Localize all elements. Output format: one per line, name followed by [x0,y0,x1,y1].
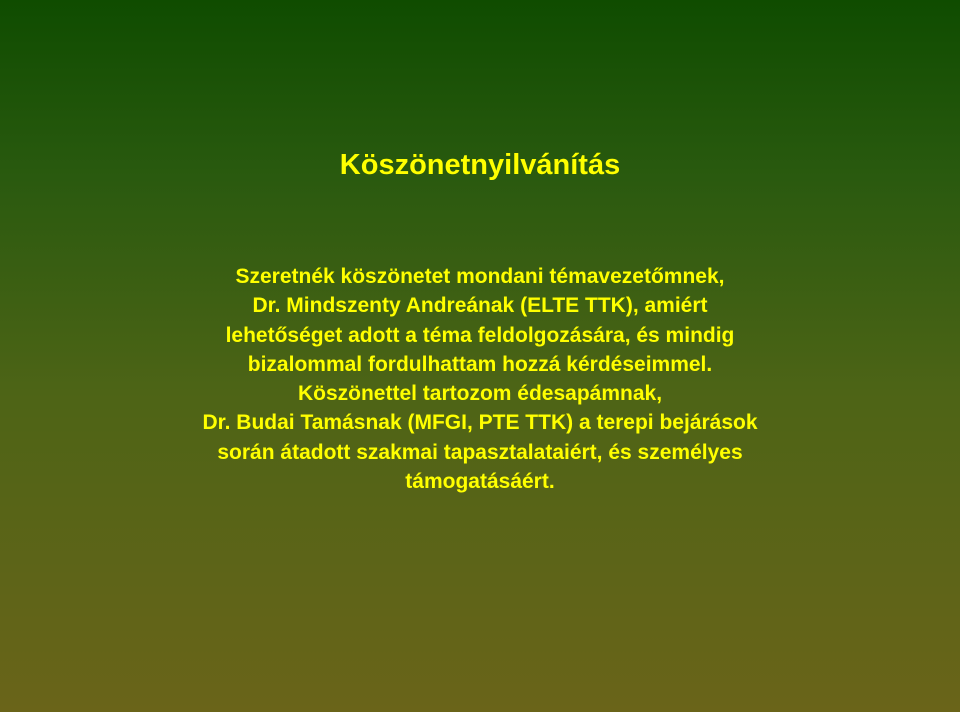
text-line: támogatásáért. [405,470,555,494]
text-line: Dr. Budai Tamásnak (MFGI, PTE TTK) a terepi bejárások [202,411,758,435]
text-line: Dr. Mindszenty Andreának (ELTE TTK), amiért [252,294,708,318]
acknowledgement-text [0,262,960,496]
text-line: bizalommal fordulhattam hozzá kérdéseimmel. [247,352,713,376]
text-line: lehetőséget adott a téma feldolgozására, és mindig [225,323,735,347]
text-line: során átadott szakmai tapasztalataiért, és személyes [217,440,743,464]
text-line: Szeretnék köszönetet mondani témavezetőmnek, [235,265,725,288]
slide-title: Köszönetnyilvánítás [339,149,621,181]
text-line: Köszönettel tartozom édesapámnak, [297,382,663,406]
